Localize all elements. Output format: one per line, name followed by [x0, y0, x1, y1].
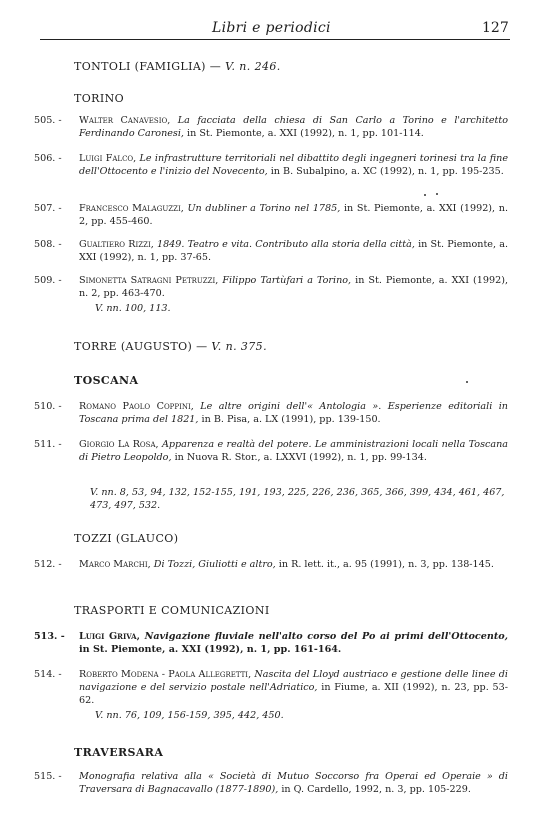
entry-author: Gualtiero Rizzi,	[79, 239, 154, 250]
entry-author: Luigi Griva,	[79, 631, 140, 642]
entry-author: Simonetta Satragni Petruzzi,	[79, 275, 219, 286]
entry-author: Romano Paolo Coppini,	[79, 401, 194, 412]
entry-source: in St. Piemonte, a. XXI (1992), n. 1, pp. 161-164.	[79, 644, 342, 655]
entry-title: Monografia relativa alla « Società di Mutuo Soccorso fra Operai ed Operaie » di Traversara di Bagnacavallo (1877-1890),	[79, 771, 508, 795]
bibliography-entry-515: 515. - Monografia relativa alla « Società di Mutuo Soccorso fra Operai ed Operaie » di Traversara di Bagnacavallo (1877-1890), in Q. Cardello, 1992, n. 3, pp. 105-229.	[34, 771, 508, 795]
entry-source: in Nuova R. Stor., a. LXXVI (1992), n. 1, pp. 99-134.	[174, 452, 427, 463]
entry-author: Luigi Falco,	[79, 153, 137, 164]
entry-source: in B. Subalpino, a. XC (1992), n. 1, pp. 195-235.	[270, 166, 504, 177]
print-speck	[466, 381, 468, 383]
entry-title: Nascita del Lloyd austriaco e gestione delle linee di navigazione e del servizio postale nell'Adriatico,	[79, 669, 508, 693]
entry-author: Marco Marchi,	[79, 559, 151, 570]
bibliography-entry-509: 509. - Simonetta Satragni Petruzzi, Filippo Tartùfari a Torino, in St. Piemonte, a. XXI (1992), n. 2, pp. 463-470. V. nn. 100, 113.	[34, 275, 508, 314]
page-number: 127	[482, 20, 509, 36]
bibliography-entry-507: 507. - Francesco Malaguzzi, Un dubliner a Torino nel 1785, in St. Piemonte, a. XXI (1992), n. 2, pp. 455-460.	[34, 203, 508, 227]
section-heading-toscana: TOSCANA	[74, 374, 139, 387]
cross-reference: V. n. 375.	[211, 340, 267, 353]
cross-reference: V. nn. 76, 109, 156-159, 395, 442, 450.	[95, 710, 284, 721]
section-heading-trasporti: TRASPORTI E COMUNICAZIONI	[74, 604, 270, 617]
entry-source: in Q. Cardello, 1992, n. 3, pp. 105-229.	[281, 784, 471, 795]
print-speck	[436, 193, 438, 195]
bibliography-entry-513: 513. - Luigi Griva, Navigazione fluviale nell'alto corso del Po ai primi dell'Ottocento, in St. Piemonte, a. XXI (1992), n. 1, pp. 161-164.	[34, 631, 508, 655]
entry-source: in Fiume, a. XII (1992), n. 23, pp. 53-62.	[79, 682, 508, 706]
section-heading-traversara: TRAVERSARA	[74, 746, 164, 759]
bibliography-entry-512: 512. - Marco Marchi, Di Tozzi, Giuliotti e altro, in R. lett. it., a. 95 (1991), n. 3, pp. 138-145.	[34, 559, 494, 570]
entry-source: in St. Piemonte, a. XXI (1992), n. 2, pp. 463-470.	[79, 275, 508, 299]
section-heading-tozzi: TOZZI (GLAUCO)	[74, 532, 179, 545]
entry-title: 1849. Teatro e vita. Contributo alla storia della città,	[156, 239, 415, 250]
running-header-title: Libri e periodici	[212, 20, 331, 36]
bibliography-entry-510: 510. - Romano Paolo Coppini, Le altre origini dell'« Antologia ». Esperienze editoriali in Toscana prima del 1821, in B. Pisa, a. LX (1991), pp. 139-150.	[34, 401, 508, 425]
entry-title: Navigazione fluviale nell'alto corso del Po ai primi dell'Ottocento,	[144, 631, 508, 642]
section-heading-torino: TORINO	[74, 92, 125, 105]
entry-title: Un dubliner a Torino nel 1785,	[187, 203, 341, 214]
entry-author: Roberto Modena - Paola Allegretti,	[79, 669, 252, 680]
entry-source: in St. Piemonte, a. XXI (1992), n. 1, pp. 37-65.	[79, 239, 508, 263]
bibliography-entry-508: 508. - Gualtiero Rizzi, 1849. Teatro e vita. Contributo alla storia della città, in St. Piemonte, a. XXI (1992), n. 1, pp. 37-65.	[34, 239, 508, 263]
entry-source: in St. Piemonte, a. XXI (1992), n. 2, pp. 455-460.	[79, 203, 508, 227]
bibliography-entry-506: 506. - Luigi Falco, Le infrastrutture territoriali nel dibattito degli ingegneri torinesi tra la fine dell'Ottocento e l'inizio del Novecento, in B. Subalpino, a. XC (1992), n. 1, pp. 195-235.	[34, 153, 508, 177]
toscana-cross-references: V. nn. 8, 53, 94, 132, 152-155, 191, 193, 225, 226, 236, 365, 366, 399, 434, 461, 467, 473, 497, 532.	[90, 487, 505, 511]
cross-reference: V. n. 246.	[225, 60, 281, 73]
header-rule	[40, 39, 510, 40]
entry-title: Le infrastrutture territoriali nel dibattito degli ingegneri torinesi tra la fine dell'Ottocento e l'inizio del Novecento,	[79, 153, 508, 177]
entry-source: in B. Pisa, a. LX (1991), pp. 139-150.	[201, 414, 381, 425]
entry-source: in R. lett. it., a. 95 (1991), n. 3, pp. 138-145.	[278, 559, 494, 570]
cross-reference: V. nn. 100, 113.	[95, 303, 171, 314]
bibliography-entry-505: 505. - Walter Canavesio, La facciata della chiesa di San Carlo a Torino e l'architetto Ferdinando Caronesi, in St. Piemonte, a. XXI (1992), n. 1, pp. 101-114.	[34, 115, 508, 139]
entry-title: Le altre origini dell'« Antologia ». Esperienze editoriali in Toscana prima del 1821,	[79, 401, 508, 425]
section-heading-tontoli: TONTOLI (FAMIGLIA) — V. n. 246.	[74, 60, 281, 73]
entry-title: La facciata della chiesa di San Carlo a Torino e l'architetto Ferdinando Caronesi,	[79, 115, 508, 139]
entry-author: Giorgio La Rosa,	[79, 439, 159, 450]
section-heading-torre: TORRE (AUGUSTO) — V. n. 375.	[74, 340, 267, 353]
bibliography-entry-514: 514. - Roberto Modena - Paola Allegretti, Nascita del Lloyd austriaco e gestione delle linee di navigazione e del servizio postale nell'Adriatico, in Fiume, a. XII (1992), n. 23, pp. 53-62. V. nn. 76, 109, 156-159, 395, 442, 450.	[34, 669, 508, 721]
bibliography-entry-511: 511. - Giorgio La Rosa, Apparenza e realtà del potere. Le amministrazioni locali nella Toscana di Pietro Leopoldo, in Nuova R. Stor., a. LXXVI (1992), n. 1, pp. 99-134.	[34, 439, 508, 463]
entry-source: in St. Piemonte, a. XXI (1992), n. 1, pp. 101-114.	[187, 128, 424, 139]
entry-author: Walter Canavesio,	[79, 115, 171, 126]
print-speck	[424, 194, 426, 196]
entry-title: Di Tozzi, Giuliotti e altro,	[153, 559, 276, 570]
entry-author: Francesco Malaguzzi,	[79, 203, 184, 214]
entry-title: Apparenza e realtà del potere. Le amministrazioni locali nella Toscana di Pietro Leopoldo,	[79, 439, 508, 463]
entry-title: Filippo Tartùfari a Torino,	[222, 275, 352, 286]
